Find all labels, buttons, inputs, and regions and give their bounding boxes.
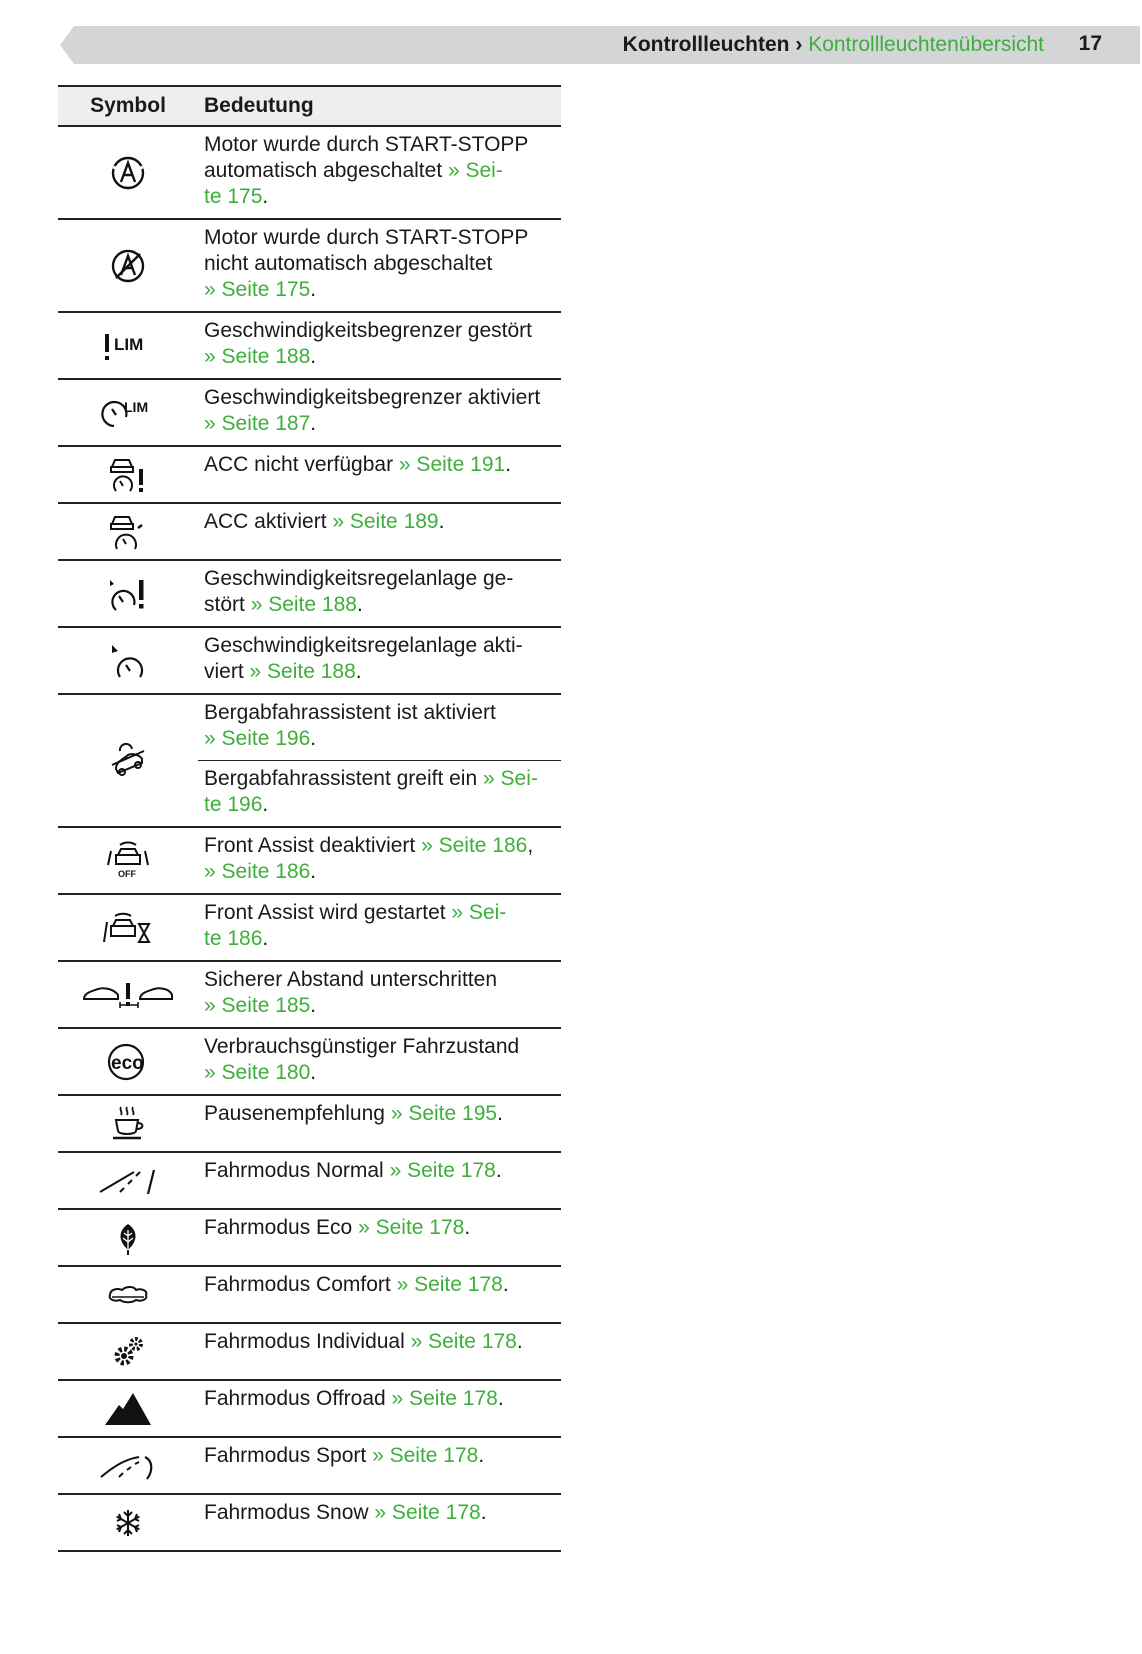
meaning-cell: [198, 126, 561, 219]
page-reference-link[interactable]: » Seite 178: [358, 1216, 465, 1239]
meaning-text: Fahrmodus Normal: [204, 1159, 390, 1182]
symbol-cell: [58, 219, 198, 312]
meaning-cell: [198, 627, 561, 694]
punctuation: .: [497, 1387, 504, 1410]
page-reference-link[interactable]: » Seite 188: [250, 593, 357, 616]
breadcrumb-section: Kontrollleuchten: [622, 33, 790, 56]
meaning-line: [204, 926, 557, 952]
mode-sport-icon: [99, 1451, 157, 1481]
meaning-cell: [198, 1095, 561, 1152]
svg-text:OFF: OFF: [118, 868, 136, 879]
meaning-text: Bergabfahrassistent greift ein: [204, 767, 483, 790]
meaning-line: [204, 452, 557, 478]
meaning-line: [204, 833, 557, 859]
meaning-text: stört: [204, 593, 251, 616]
meaning-line: [204, 566, 557, 592]
svg-text:LIM: LIM: [124, 398, 149, 415]
meaning-text: Fahrmodus Offroad: [204, 1387, 392, 1410]
meaning-line: [204, 344, 557, 370]
meaning-line: [204, 1101, 557, 1127]
page-reference-link[interactable]: » Seite 185: [204, 994, 311, 1017]
page-reference-link[interactable]: » Seite 175: [204, 278, 311, 301]
meaning-line: [204, 792, 557, 818]
meaning-line: [204, 385, 557, 411]
page-reference-link[interactable]: » Sei-: [451, 901, 507, 924]
column-header-symbol: Symbol: [58, 86, 198, 126]
column-header-meaning: Bedeutung: [198, 86, 561, 126]
table-row: [58, 827, 561, 894]
meaning-cell: [198, 1380, 561, 1437]
meaning-line: [204, 225, 557, 251]
meaning-text: Geschwindigkeitsbegrenzer aktiviert: [204, 386, 541, 409]
page-reference-link[interactable]: te 186: [204, 927, 263, 950]
page-reference-link[interactable]: » Seite 187: [204, 412, 311, 435]
meaning-line: [204, 1329, 557, 1355]
meaning-text: Geschwindigkeitsbegrenzer gestört: [204, 319, 533, 342]
meaning-line: [204, 184, 557, 210]
symbol-cell: [58, 961, 198, 1028]
meaning-cell: [198, 1437, 561, 1494]
meaning-line: [204, 659, 557, 685]
meaning-line: [204, 318, 557, 344]
page-reference-link[interactable]: » Seite 195: [390, 1102, 498, 1125]
meaning-text: viert: [204, 660, 250, 683]
table-row: [58, 1028, 561, 1095]
front-assist-off-icon: [104, 841, 152, 881]
punctuation: .: [310, 727, 317, 750]
meaning-text: Motor wurde durch START-STOPP: [204, 226, 529, 249]
meaning-cell: [198, 894, 561, 961]
table-row: [58, 1323, 561, 1380]
meaning-text: Fahrmodus Eco: [204, 1216, 359, 1239]
symbol-cell: [58, 827, 198, 894]
symbol-cell: [58, 1209, 198, 1266]
meaning-cell: [198, 1152, 561, 1209]
mode-offroad-mountain-icon: [103, 1391, 153, 1427]
distance-warning-icon: [80, 977, 176, 1013]
page-reference-link[interactable]: » Sei-: [447, 159, 503, 182]
table-row: [58, 1494, 561, 1551]
meaning-line: [204, 251, 557, 277]
meaning-text: Verbrauchsgünstiger Fahrzustand: [204, 1035, 520, 1058]
breadcrumb-subsection[interactable]: Kontrollleuchtenübersicht: [808, 33, 1044, 56]
meaning-cell: [198, 761, 561, 828]
meaning-text: Front Assist deaktiviert: [204, 834, 422, 857]
meaning-text: ACC aktiviert: [204, 510, 333, 533]
meaning-cell: [198, 1494, 561, 1551]
page-reference-link[interactable]: » Seite 189: [332, 510, 439, 533]
mode-comfort-icon: [104, 1283, 152, 1307]
punctuation: .: [495, 1159, 502, 1182]
page-reference-link[interactable]: » Seite 178: [374, 1501, 481, 1524]
page-reference-link[interactable]: te 196: [204, 793, 263, 816]
page-reference-link[interactable]: » Seite 178: [410, 1330, 517, 1353]
mode-eco-leaf-icon: [113, 1220, 143, 1256]
meaning-line: [204, 158, 557, 184]
punctuation: .: [262, 927, 269, 950]
punctuation: .: [310, 412, 317, 435]
page-reference-link[interactable]: » Sei-: [483, 767, 538, 790]
meaning-line: [204, 132, 557, 158]
table-row: [58, 694, 561, 761]
meaning-text: Fahrmodus Sport: [204, 1444, 373, 1467]
page-reference-link[interactable]: » Seite 188: [204, 345, 311, 368]
meaning-text: Geschwindigkeitsregelanlage ge-: [204, 567, 514, 590]
punctuation: .: [310, 994, 317, 1017]
page-reference-link[interactable]: » Seite 188: [249, 660, 356, 683]
table-row: [58, 560, 561, 627]
punctuation: .: [310, 278, 317, 301]
symbol-cell: [58, 126, 198, 219]
page-reference-link[interactable]: » Seite 180: [204, 1061, 311, 1084]
table-row: [58, 126, 561, 219]
punctuation: ,: [527, 834, 534, 857]
page-reference-link[interactable]: » Seite 178: [396, 1273, 503, 1296]
acc-unavailable-icon: [104, 455, 152, 495]
meaning-line: [204, 993, 557, 1019]
auto-start-stop-off-icon: [108, 246, 148, 286]
page-reference-link[interactable]: » Seite 178: [372, 1444, 479, 1467]
breadcrumb: [623, 33, 1044, 57]
cruise-control-active-icon: [104, 641, 152, 681]
hill-descent-icon: [106, 741, 150, 781]
indicator-table: [58, 85, 561, 1552]
punctuation: .: [516, 1330, 523, 1353]
symbol-cell: [58, 1095, 198, 1152]
acc-active-icon: [104, 512, 152, 552]
meaning-line: [204, 766, 557, 792]
meaning-cell: [198, 219, 561, 312]
symbol-cell: [58, 1437, 198, 1494]
cruise-control-fault-icon: [104, 574, 152, 614]
punctuation: .: [438, 510, 445, 533]
meaning-text: ACC nicht verfügbar: [204, 453, 399, 476]
punctuation: .: [310, 860, 317, 883]
symbol-cell: [58, 560, 198, 627]
symbol-cell: [58, 503, 198, 560]
table-row: [58, 1437, 561, 1494]
meaning-line: [204, 633, 557, 659]
meaning-line: [204, 1386, 557, 1412]
meaning-cell: [198, 1028, 561, 1095]
meaning-line: [204, 1272, 557, 1298]
page-reference-link[interactable]: te 175: [204, 185, 263, 208]
meaning-cell: [198, 312, 561, 379]
svg-text:LIM: LIM: [114, 334, 144, 354]
meaning-cell: [198, 694, 561, 761]
meaning-line: [204, 592, 557, 618]
meaning-text: Bergabfahrassistent ist aktiviert: [204, 701, 496, 724]
meaning-text: Front Assist wird gestartet: [204, 901, 452, 924]
page-reference-link[interactable]: » Seite 178: [391, 1387, 498, 1410]
meaning-line: [204, 1060, 557, 1086]
meaning-line: [204, 1034, 557, 1060]
meaning-text: Geschwindigkeitsregelanlage akti-: [204, 634, 523, 657]
punctuation: .: [310, 345, 317, 368]
meaning-text: nicht automatisch abgeschaltet: [204, 252, 493, 275]
punctuation: .: [355, 660, 362, 683]
lim-active-icon: [100, 395, 156, 431]
front-assist-starting-icon: [101, 908, 155, 948]
table-header-row: [58, 86, 561, 126]
punctuation: .: [262, 185, 269, 208]
punctuation: .: [356, 593, 363, 616]
meaning-line: [204, 509, 557, 535]
page-reference-link[interactable]: » Seite 186: [421, 834, 528, 857]
table-row: [58, 1152, 561, 1209]
symbol-cell: [58, 627, 198, 694]
page-reference-link[interactable]: » Seite 178: [389, 1159, 496, 1182]
punctuation: .: [480, 1501, 487, 1524]
meaning-text: Fahrmodus Individual: [204, 1330, 411, 1353]
coffee-cup-icon: [108, 1103, 148, 1145]
punctuation: .: [478, 1444, 485, 1467]
page-number: 17: [1078, 32, 1102, 55]
table-row: [58, 446, 561, 503]
eco-icon: [106, 1041, 150, 1083]
symbol-cell: [58, 1028, 198, 1095]
meaning-line: [204, 859, 557, 885]
symbol-cell: [58, 1152, 198, 1209]
table-row: [58, 894, 561, 961]
meaning-line: [204, 700, 557, 726]
symbol-cell: [58, 1380, 198, 1437]
table-row: [58, 627, 561, 694]
meaning-text: Fahrmodus Snow: [204, 1501, 375, 1524]
meaning-text: Motor wurde durch START-STOPP: [204, 133, 529, 156]
meaning-line: [204, 411, 557, 437]
lim-warning-icon: [100, 328, 156, 364]
meaning-cell: [198, 827, 561, 894]
table-row: [58, 1380, 561, 1437]
punctuation: .: [505, 453, 512, 476]
punctuation: .: [310, 1061, 317, 1084]
meaning-cell: [198, 961, 561, 1028]
meaning-line: [204, 726, 557, 752]
punctuation: .: [262, 793, 269, 816]
meaning-line: [204, 277, 557, 303]
punctuation: .: [502, 1273, 509, 1296]
symbol-cell: [58, 379, 198, 446]
table-row: [58, 379, 561, 446]
meaning-line: [204, 1443, 557, 1469]
symbol-cell: [58, 694, 198, 827]
meaning-cell: [198, 1323, 561, 1380]
page-reference-link[interactable]: » Seite 196: [204, 727, 311, 750]
breadcrumb-separator: ›: [795, 33, 803, 56]
symbol-cell: [58, 312, 198, 379]
punctuation: .: [497, 1102, 503, 1125]
table-row: [58, 1095, 561, 1152]
svg-text:eco: eco: [111, 1052, 144, 1074]
meaning-text: Pausenempfehlung: [204, 1102, 391, 1125]
meaning-text: Sicherer Abstand unterschritten: [204, 968, 497, 991]
table-row: [58, 961, 561, 1028]
meaning-text: Fahrmodus Comfort: [204, 1273, 397, 1296]
table-row: [58, 312, 561, 379]
page-reference-link[interactable]: » Seite 186: [204, 860, 311, 883]
meaning-cell: [198, 560, 561, 627]
punctuation: .: [464, 1216, 471, 1239]
meaning-line: [204, 1158, 557, 1184]
meaning-cell: [198, 1209, 561, 1266]
meaning-line: [204, 967, 557, 993]
meaning-line: [204, 900, 557, 926]
meaning-text: automatisch abgeschaltet: [204, 159, 448, 182]
mode-snow-icon: [112, 1507, 144, 1539]
symbol-cell: [58, 1494, 198, 1551]
table-row: [58, 1266, 561, 1323]
mode-individual-gears-icon: [110, 1334, 146, 1370]
meaning-cell: [198, 379, 561, 446]
symbol-cell: [58, 894, 198, 961]
meaning-cell: [198, 503, 561, 560]
symbol-cell: [58, 1323, 198, 1380]
table-row: [58, 503, 561, 560]
meaning-line: [204, 1215, 557, 1241]
symbol-cell: [58, 446, 198, 503]
page-reference-link[interactable]: » Seite 191: [398, 453, 506, 476]
auto-start-stop-icon: [108, 153, 148, 193]
mode-normal-icon: [98, 1166, 158, 1196]
table-row: [58, 1209, 561, 1266]
meaning-cell: [198, 446, 561, 503]
table-row: [58, 219, 561, 312]
symbol-cell: [58, 1266, 198, 1323]
meaning-line: [204, 1500, 557, 1526]
page-header: [60, 26, 1140, 64]
meaning-cell: [198, 1266, 561, 1323]
